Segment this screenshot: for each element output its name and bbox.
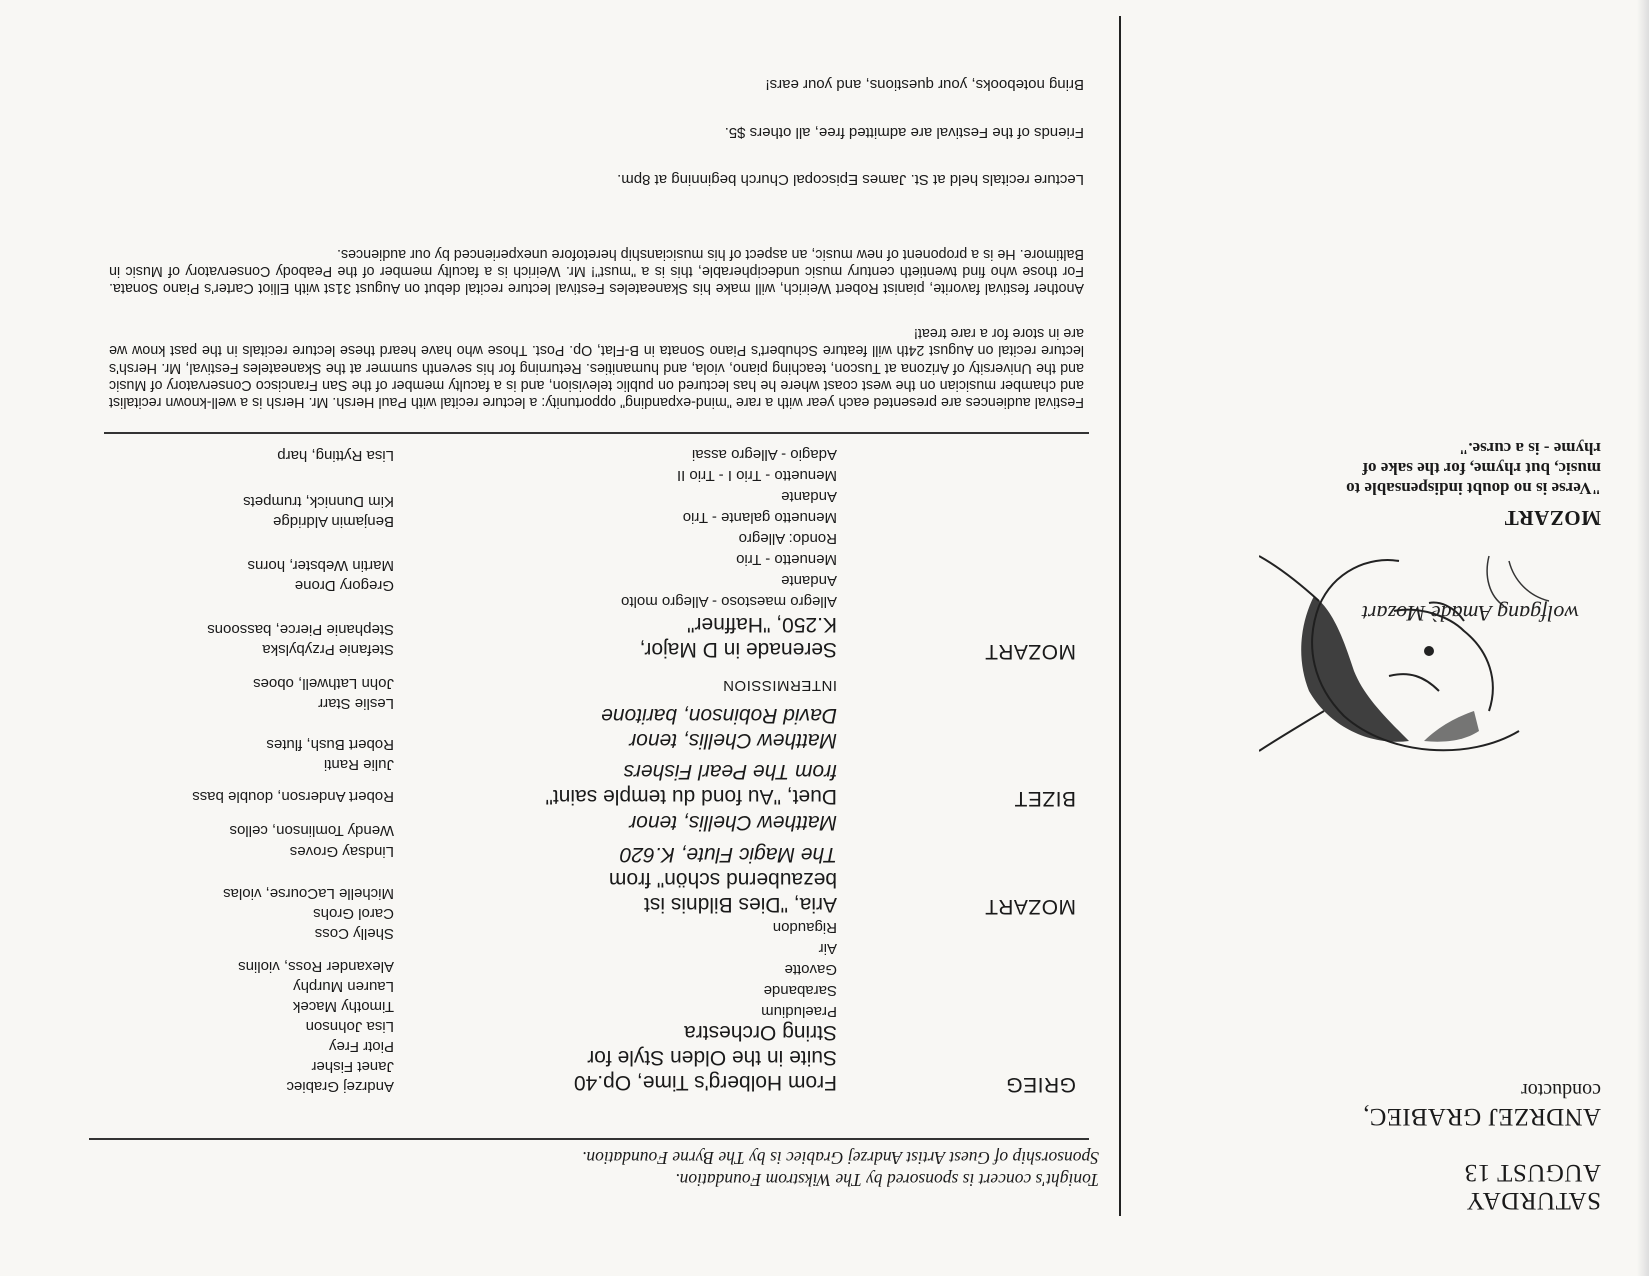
intermission: INTERMISSION bbox=[722, 677, 837, 694]
performer: Lauren Murphy bbox=[293, 978, 394, 995]
grieg-movement: Gavotte bbox=[784, 961, 837, 978]
performer: Lisa Johnson bbox=[305, 1018, 394, 1035]
performer: Alexander Ross, violins bbox=[238, 958, 394, 975]
note-bring: Bring notebooks, your questions, and your ears! bbox=[765, 76, 1084, 93]
serenade-movement: Adagio - Allegro assai bbox=[691, 446, 837, 463]
sponsorship-line-2: Sponsorship of Guest Artist Andrzej Grabiec is by The Byrne Foundation. bbox=[581, 1148, 1099, 1168]
aria-title-1: Aria, "Dies Bildnis ist bbox=[643, 893, 837, 916]
duet-title-2: from The Pearl Fishers bbox=[623, 760, 837, 783]
serenade-movement: Menuetto - Trio bbox=[736, 551, 837, 568]
performer: Julie Ranti bbox=[323, 756, 394, 773]
serenade-movement: Rondo: Allegro bbox=[738, 530, 837, 547]
composer-bizet: BIZET bbox=[1013, 787, 1076, 810]
grieg-movement: Sarabande bbox=[763, 982, 837, 999]
performer: Robert Bush, flutes bbox=[266, 736, 394, 753]
column-divider bbox=[1119, 16, 1121, 1216]
performer: Leslie Starr bbox=[318, 695, 394, 712]
performer: Martin Webster, horns bbox=[247, 557, 394, 574]
performer: Janet Fisher bbox=[311, 1058, 394, 1075]
performer: Stephanie Pierce, bassoons bbox=[207, 621, 394, 638]
concert-date: AUGUST 13 bbox=[1464, 1159, 1601, 1186]
duet-singer-1: Matthew Chellis, tenor bbox=[629, 729, 837, 752]
mozart-quote: "Verse is no doubt indispensable to music, but rhyme, for the sake of rhyme - is a curse." bbox=[1346, 439, 1601, 498]
performer: Lindsay Groves bbox=[289, 843, 394, 860]
performer: Wendy Tomlinson, cellos bbox=[229, 822, 394, 839]
performer: Timothy Macek bbox=[292, 998, 394, 1015]
performer: Kim Dunnick, trumpets bbox=[243, 493, 394, 510]
duet-title-1: Duet, "Au fond du temple saint" bbox=[545, 785, 837, 808]
aria-title-3: The Magic Flute, K.620 bbox=[619, 843, 837, 866]
performer: Michelle LaCourse, violas bbox=[223, 885, 394, 902]
page-edge-shadow bbox=[1637, 0, 1649, 1276]
note-location: Lecture recitals held at St. James Episcopal Church beginning at 8pm. bbox=[617, 171, 1084, 188]
grieg-subtitle-1: Suite in the Olden Style for bbox=[587, 1046, 837, 1069]
performer: Piotr Frey bbox=[328, 1038, 394, 1055]
program-rule bbox=[104, 432, 1089, 434]
sponsorship-line-1: Tonight's concert is sponsored by The Wikstrom Foundation. bbox=[675, 1170, 1099, 1190]
composer-mozart-serenade: MOZART bbox=[984, 640, 1076, 663]
serenade-movement: Menuetto - Trio I - Trio II bbox=[676, 467, 837, 484]
note-admission: Friends of the Festival are admitted free, all others $5. bbox=[724, 124, 1084, 141]
performer: Stefanie Przybylska bbox=[262, 641, 394, 658]
grieg-movement: Praeludium bbox=[761, 1003, 837, 1020]
grieg-title: From Holberg's Time, Op.40 bbox=[573, 1071, 837, 1094]
serenade-title-2: K.250, "Haffner" bbox=[687, 613, 837, 636]
composer-grieg: GRIEG bbox=[1005, 1073, 1076, 1096]
grieg-subtitle-2: String Orchestra bbox=[684, 1021, 837, 1044]
mozart-signature: wolfgang Amadè Mozart bbox=[1361, 601, 1579, 626]
serenade-movement: Andante bbox=[781, 572, 837, 589]
concert-day: SATURDAY bbox=[1465, 1187, 1601, 1214]
grieg-movement: Rigaudon bbox=[772, 919, 837, 936]
sponsorship-rule bbox=[89, 1138, 1089, 1140]
performer: Gregory Drone bbox=[294, 577, 394, 594]
serenade-movement: Allegro maestoso - Allegro molto bbox=[621, 593, 837, 610]
performer: John Lathwell, oboes bbox=[253, 675, 394, 692]
note-weirich: Another festival favorite, pianist Robert Weirich, will make his Skaneateles Festival lecture recital debut on August 31st with Elliot Carter's Piano Sonata. For those who find twentieth century music undecipherable, this is a "must"! Mr. Weirich is a faculty member of the Peabody Conservatory of Music in Baltimore. He is a proponent of new music, an aspect of his musicianship heretofore unexperienced by our audiences. bbox=[109, 245, 1084, 296]
serenade-movement: Menuetto galante - Trio bbox=[682, 509, 837, 526]
conductor-name: ANDRZEJ GRABIEC, bbox=[1362, 1103, 1601, 1130]
aria-title-2: bezaubernd schön" from bbox=[608, 868, 837, 891]
performer: Andrzej Grabiec bbox=[286, 1078, 394, 1095]
serenade-title-1: Serenade in D Major, bbox=[639, 638, 837, 661]
performer: Benjamin Aldridge bbox=[273, 513, 394, 530]
performer: Shelly Coss bbox=[314, 925, 394, 942]
note-hersh: Festival audiences are presented each year with a rare "mind-expanding" opportunity: a lecture recital with Paul Hersh. Mr. Hersh is a well-known recitalist and chamber musician on the west coast where he has lectured on public television, and is a faculty member of the San Francisco Conservatory of Music and the University of Arizona at Tuscon, teaching piano, viola, and humanities. Returning for his seventh summer at the Skaneateles Festival, Mr. Hersh's lecture recital on August 24th will feature Schubert's Piano Sonata in B-Flat, Op. Post. Those who have heard these lecture recitals in the past know we are in store for a rare treat! bbox=[109, 325, 1084, 410]
duet-singer-2: David Robinson, baritone bbox=[601, 704, 837, 727]
performer: Robert Anderson, double bass bbox=[192, 788, 394, 805]
mozart-portrait-illustration bbox=[1259, 541, 1559, 771]
performer: Carol Grohs bbox=[313, 905, 394, 922]
grieg-movement: Air bbox=[818, 940, 837, 957]
performer: Lisa Rytting, harp bbox=[277, 447, 394, 464]
serenade-movement: Andante bbox=[781, 488, 837, 505]
aria-singer: Matthew Chellis, tenor bbox=[629, 811, 837, 834]
composer-mozart-aria: MOZART bbox=[984, 895, 1076, 918]
conductor-role: conductor bbox=[1521, 1079, 1601, 1101]
quote-author: MOZART bbox=[1504, 506, 1601, 530]
